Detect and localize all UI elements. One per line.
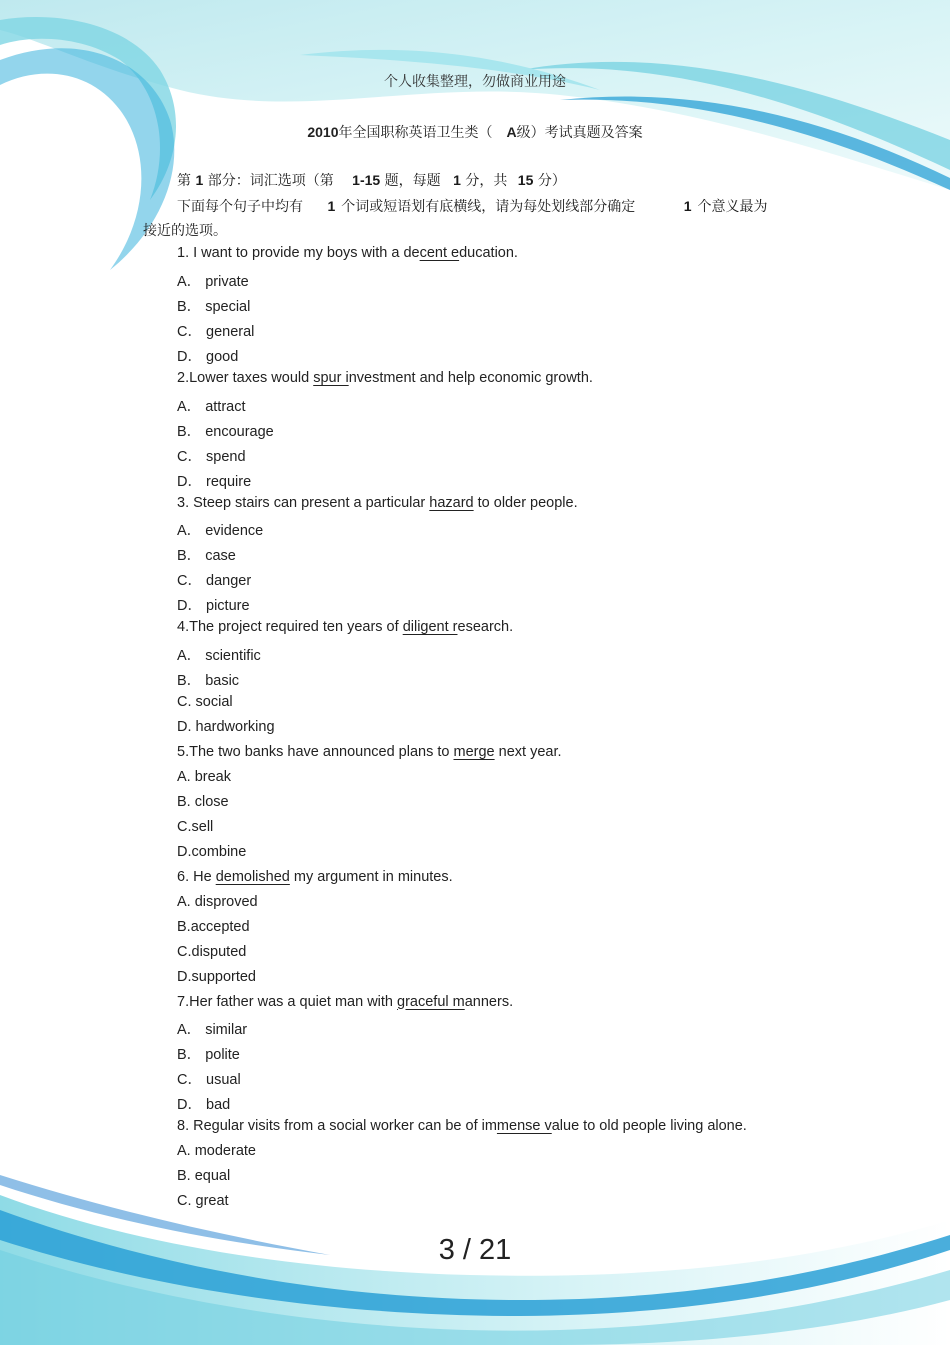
question-6 (177, 869, 453, 885)
question-text: alue to old people living alone. (551, 1118, 747, 1135)
section-heading (177, 170, 566, 190)
title-level: A (506, 124, 517, 140)
answer-option: B． case (177, 548, 236, 565)
part-text-5: 分） (537, 173, 566, 189)
answer-option: A． attract (177, 398, 246, 415)
underlined-term: cent e (419, 245, 460, 261)
answer-option: C. great (177, 1193, 229, 1210)
question-text: 4.The project required ten years of (177, 619, 403, 636)
question-text: 6. He (177, 868, 216, 885)
answer-option: D.combine (177, 843, 247, 860)
answer-option: D． require (177, 473, 252, 490)
question-3 (177, 495, 578, 511)
answer-option: C． spend (177, 448, 246, 465)
instruction-num-1: 1 (327, 198, 336, 214)
part-num-2: 1-15 (352, 172, 381, 188)
question-text: 2.Lower taxes would (177, 369, 314, 386)
answer-option: C.sell (177, 818, 214, 835)
question-text: to older people. (473, 494, 578, 511)
answer-option: B． basic (177, 673, 240, 690)
question-text: next year. (494, 744, 562, 760)
question-4 (177, 619, 513, 635)
page-number: 3 / 21 (438, 1234, 512, 1266)
answer-option: C． general (177, 323, 255, 340)
question-2 (177, 370, 593, 386)
answer-option: D. hardworking (177, 719, 275, 736)
part-text-1: 第 (177, 173, 191, 189)
part-num-1: 1 (195, 172, 204, 188)
instruction-line-1 (177, 196, 768, 216)
answer-option: D． good (177, 348, 239, 365)
question-text: my argument in minutes. (289, 868, 453, 885)
underlined-term: demolished (215, 868, 290, 885)
underlined-term: spur i (313, 369, 349, 386)
document-title (0, 122, 950, 142)
question-text: 1. I want to provide my boys with a de (177, 245, 420, 261)
answer-option: A. disproved (177, 893, 258, 910)
instruction-text-b: 个词或短语划有底横线，请为每处划线部分确定 (341, 199, 636, 215)
answer-option: C.disputed (177, 943, 247, 960)
answer-option: D.supported (177, 968, 256, 985)
question-text: anners. (464, 993, 514, 1010)
answer-option: A． private (177, 273, 249, 290)
question-7 (177, 994, 513, 1010)
instruction-text-a: 下面每个句子中均有 (177, 199, 303, 215)
answer-option: D． bad (177, 1097, 231, 1114)
question-text: 3. Steep stairs can present a particular (177, 494, 430, 511)
answer-option: B. close (177, 793, 229, 810)
title-rest: 级）考试真题及答案 (516, 125, 643, 141)
question-5 (177, 744, 562, 760)
title-mid: 年全国职称英语卫生类（ (338, 125, 493, 141)
part-text-4: 分，共 (465, 173, 508, 189)
instruction-line-2: 接近的选项。 (143, 223, 227, 239)
question-text: nvestment and help economic growth. (348, 369, 593, 386)
title-year: 2010 (307, 124, 339, 140)
underlined-term: merge (453, 744, 495, 760)
answer-option: C. social (177, 694, 233, 711)
answer-option: B． special (177, 298, 251, 315)
part-num-3: 1 (453, 172, 461, 188)
question-text: 7.Her father was a quiet man with (177, 993, 398, 1010)
question-1 (177, 245, 518, 261)
answer-option: A． similar (177, 1022, 248, 1039)
instruction-text-c: 个意义最为 (697, 199, 768, 215)
watermark-text: 个人收集整理，勿做商业用途 (384, 74, 566, 90)
question-text: 5.The two banks have announced plans to (177, 744, 454, 760)
part-text-2: 部分：词汇选项（第 (207, 173, 334, 189)
answer-option: B. equal (177, 1168, 231, 1185)
question-text: 8. Regular visits from a social worker can be of im (177, 1118, 497, 1135)
underlined-term: diligent r (402, 619, 458, 636)
answer-option: B.accepted (177, 918, 250, 935)
answer-option: C． usual (177, 1072, 241, 1089)
answer-option: C． danger (177, 573, 252, 590)
question-text: ducation. (459, 245, 518, 261)
question-8 (177, 1118, 747, 1134)
underlined-term: mense v (496, 1118, 552, 1135)
part-text-3: 题，每题 (384, 173, 441, 189)
answer-option: A. moderate (177, 1143, 256, 1160)
answer-option: B． polite (177, 1047, 240, 1064)
answer-option: A． scientific (177, 648, 261, 665)
part-num-4: 15 (517, 172, 534, 188)
answer-option: A. break (177, 768, 231, 785)
answer-option: D． picture (177, 598, 250, 615)
instruction-num-2: 1 (683, 198, 692, 214)
answer-option: B． encourage (177, 423, 274, 440)
underlined-term: hazard (429, 494, 474, 511)
question-text: esearch. (457, 619, 514, 636)
answer-option: A． evidence (177, 523, 264, 540)
underlined-term: graceful m (397, 993, 465, 1010)
